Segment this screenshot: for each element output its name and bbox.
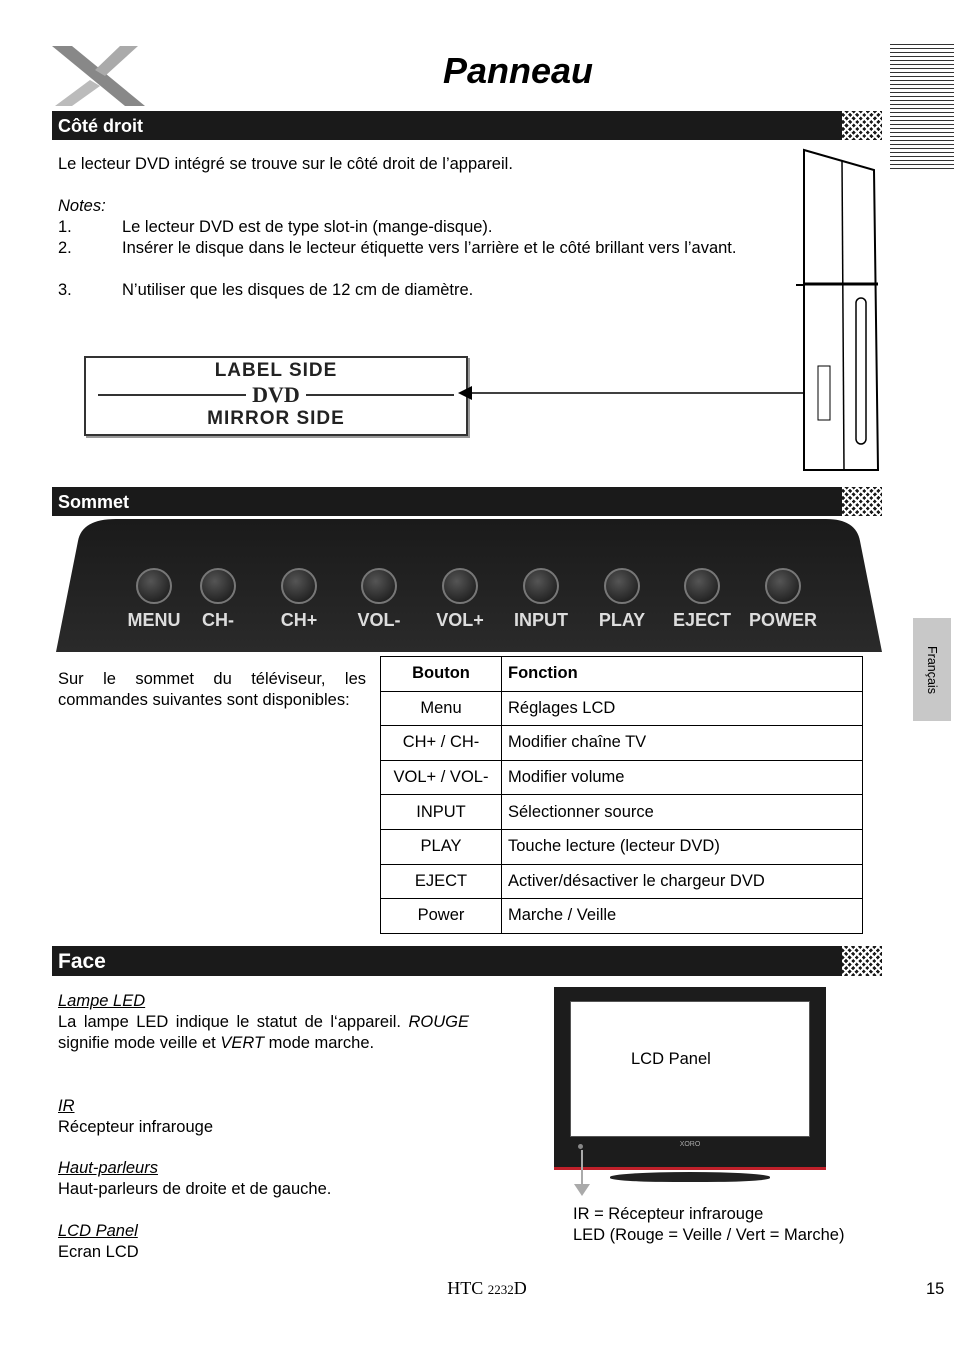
table-cell: EJECT <box>381 864 502 899</box>
screen-label: LCD Panel <box>631 1050 711 1068</box>
table-row <box>381 899 863 934</box>
ch-minus-label: CH- <box>202 610 234 630</box>
ir-title: IR <box>58 1097 75 1115</box>
section-header-side <box>52 111 882 140</box>
table-cell: Menu <box>381 691 502 726</box>
ch-plus-label: CH+ <box>280 610 318 630</box>
page-title: Panneau <box>442 50 594 91</box>
section-header-top <box>52 487 882 516</box>
section-heading: Côté droit <box>58 116 143 136</box>
ch-plus-button <box>281 568 317 604</box>
input-button <box>523 568 559 604</box>
tv-front-illustration <box>554 987 826 1187</box>
table-cell: CH+ / CH- <box>381 726 502 761</box>
decorative-stripes <box>890 44 954 172</box>
speakers-text: Haut-parleurs de droite et de gauche. <box>58 1180 332 1198</box>
table-row <box>381 726 863 761</box>
side-intro: Le lecteur DVD intégré se trouve sur le côté droit de l’appareil. <box>58 155 513 173</box>
table-cell: Touche lecture (lecteur DVD) <box>502 829 863 864</box>
down-arrow-icon <box>572 1150 592 1198</box>
model-prefix: HTC <box>447 1278 484 1298</box>
led-rouge: ROUGE <box>408 1013 469 1031</box>
table-cell: Sélectionner source <box>502 795 863 830</box>
note-num: 2. <box>58 239 72 257</box>
table-cell: Power <box>381 899 502 934</box>
label-side-text: LABEL SIDE <box>214 360 338 381</box>
table-cell: Activer/désactiver le chargeur DVD <box>502 864 863 899</box>
led-text-c: mode marche. <box>268 1034 375 1052</box>
header-dots <box>842 487 882 516</box>
footer-model <box>0 1278 954 1299</box>
note-text: Insérer le disque dans le lecteur étiquette vers l’arrière et le côté brillant vers l’avant. <box>122 239 737 257</box>
input-label: INPUT <box>514 610 568 630</box>
speakers-title: Haut-parleurs <box>58 1159 158 1177</box>
tv-stand <box>610 1172 770 1182</box>
ir-text: Récepteur infrarouge <box>58 1118 214 1136</box>
eject-button <box>684 568 720 604</box>
table-row <box>381 691 863 726</box>
header-dots <box>842 946 882 976</box>
play-button <box>604 568 640 604</box>
table-cell: PLAY <box>381 829 502 864</box>
section-heading: Face <box>58 950 106 973</box>
tv-screen <box>570 1001 810 1137</box>
led-description <box>58 1012 469 1054</box>
table-row <box>381 760 863 795</box>
led-vert: VERT <box>220 1034 265 1052</box>
table-header-row <box>381 657 863 692</box>
table-row <box>381 864 863 899</box>
table-cell: Modifier chaîne TV <box>502 726 863 761</box>
vol-plus-label: VOL+ <box>436 610 484 630</box>
disc-label-illustration <box>84 356 468 436</box>
vol-minus-button <box>361 568 397 604</box>
vol-minus-label: VOL- <box>357 610 401 630</box>
model-number: 2232 <box>487 1282 514 1297</box>
note-text: Le lecteur DVD est de type slot-in (mange-disque). <box>122 218 493 236</box>
caption-ir: IR = Récepteur infrarouge <box>573 1205 764 1223</box>
section-heading: Sommet <box>58 492 130 512</box>
mirror-side-text: MIRROR SIDE <box>207 408 345 429</box>
notes-label: Notes: <box>58 197 106 215</box>
table-header-cell: Fonction <box>502 657 863 692</box>
tv-side-illustration <box>794 148 884 474</box>
power-label: POWER <box>748 610 817 630</box>
top-panel-illustration <box>56 519 882 652</box>
tv-brand: XORO <box>679 1141 701 1148</box>
table-cell: Modifier volume <box>502 760 863 795</box>
arrow-icon <box>458 383 826 403</box>
ch-minus-button <box>200 568 236 604</box>
button-function-table <box>380 656 863 934</box>
led-text-b: signifie mode veille et <box>58 1034 216 1052</box>
table-cell: Réglages LCD <box>502 691 863 726</box>
menu-button <box>136 568 172 604</box>
table-cell: Marche / Veille <box>502 899 863 934</box>
menu-label: MENU <box>127 610 181 630</box>
power-button <box>765 568 801 604</box>
table-row <box>381 829 863 864</box>
table-row <box>381 795 863 830</box>
vol-plus-button <box>442 568 478 604</box>
note-num: 3. <box>58 281 72 299</box>
note-num: 1. <box>58 218 72 236</box>
section-header-front <box>52 946 882 976</box>
table-cell: INPUT <box>381 795 502 830</box>
eject-label: EJECT <box>672 610 732 630</box>
model-suffix: D <box>513 1278 527 1298</box>
table-cell: VOL+ / VOL- <box>381 760 502 795</box>
lcd-text: Ecran LCD <box>58 1243 139 1261</box>
lcd-title: LCD Panel <box>58 1222 138 1240</box>
led-title: Lampe LED <box>58 992 146 1010</box>
note-text: N’utiliser que les disques de 12 cm de diamètre. <box>122 281 474 299</box>
language-label: Français <box>925 645 939 694</box>
page-number: 15 <box>926 1280 945 1298</box>
table-header-cell: Bouton <box>381 657 502 692</box>
header-dots <box>842 111 882 140</box>
caption-led: LED (Rouge = Veille / Vert = Marche) <box>573 1226 845 1244</box>
language-tab <box>913 618 951 721</box>
top-description: Sur le sommet du téléviseur, les commandes suivantes sont disponibles: <box>58 670 366 709</box>
led-text-a: La lampe LED indique le statut de l‘appareil. <box>58 1013 402 1031</box>
dvd-text: DVD <box>246 382 306 407</box>
play-label: PLAY <box>598 610 646 630</box>
